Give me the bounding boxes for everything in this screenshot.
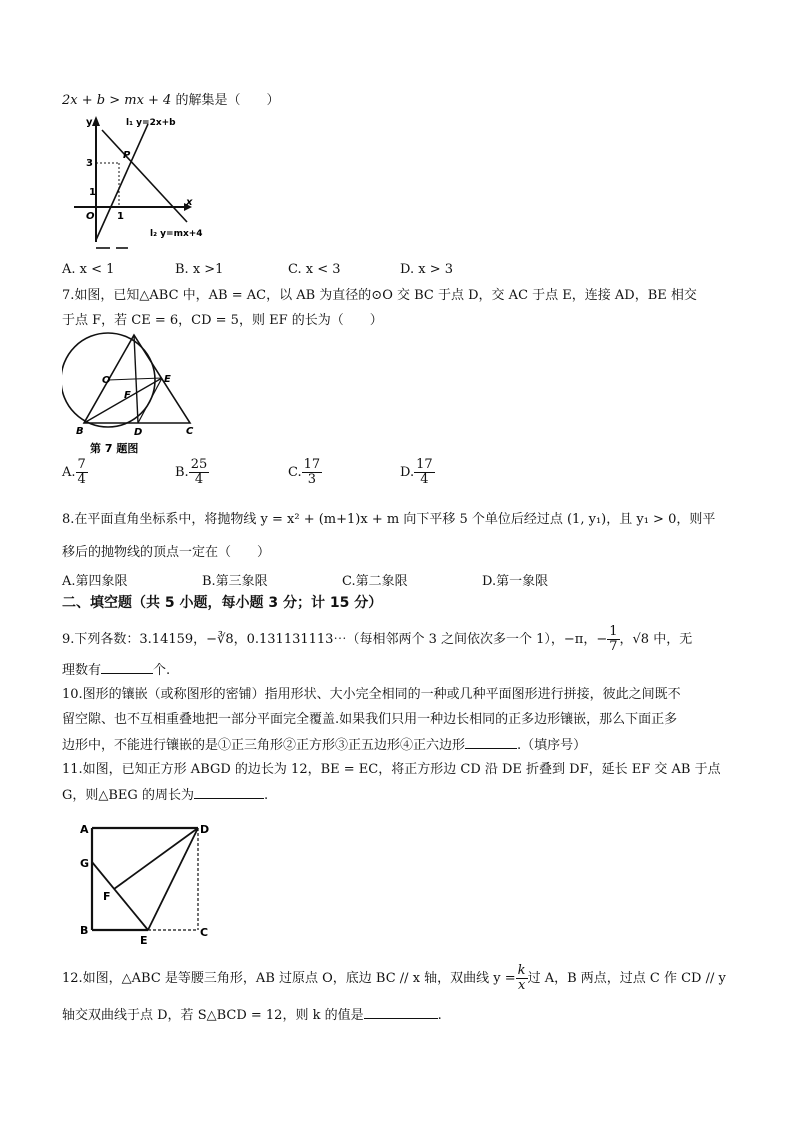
- q6-graph: [62, 112, 242, 254]
- segment-de: [148, 828, 198, 930]
- q7-option-a[interactable]: [62, 458, 88, 487]
- q11-stem-line2: [62, 786, 268, 805]
- q7-caption: 第 7 题图: [90, 442, 139, 455]
- label-b: B: [80, 924, 89, 937]
- label-a: A: [80, 823, 89, 836]
- segment-df: [114, 828, 198, 889]
- label-b: B: [76, 426, 84, 437]
- q10-text-a: 边形中，不能进行镶嵌的是①正三角形②正方形③正五边形④正六边形: [62, 738, 466, 753]
- q11-text-b: .: [263, 788, 269, 803]
- label-c: C: [186, 426, 194, 437]
- q7-option-c-fraction: [302, 458, 323, 487]
- q7-option-c[interactable]: [288, 458, 322, 487]
- label-f: F: [103, 890, 111, 903]
- q12-frac-num: k: [517, 963, 526, 978]
- q12-stem-line1: [62, 964, 726, 993]
- q11-stem-line1: 11.如图，已知正方形 ABGD 的边长为 12，BE = EC，将正方形边 CD 沿 DE 折叠到 DF，延长 EF 交 AB 于点: [62, 762, 721, 777]
- q7-option-b-prefix: B.: [175, 465, 189, 480]
- q12-text-d: .: [437, 1008, 442, 1023]
- q9-frac-den: 7: [609, 639, 618, 654]
- line-l1: [96, 124, 148, 240]
- q7-option-b-num: 25: [190, 457, 208, 472]
- y-axis-arrow-icon: [92, 116, 100, 126]
- origin-label: O: [86, 211, 95, 222]
- section-2-title: 二、填空题（共 5 小题，每小题 3 分；计 15 分）: [62, 595, 383, 611]
- q12-text-c: 轴交双曲线于点 D，若 S△BCD = 12，则 k 的值是: [62, 1008, 364, 1023]
- q7-option-a-num: 7: [77, 457, 86, 472]
- q7-option-b-den: 4: [194, 472, 204, 487]
- q9-stem-line2: [62, 661, 170, 680]
- q7-option-c-den: 3: [307, 472, 317, 487]
- q8-stem-line1: 8.在平面直角坐标系中，将抛物线 y = x² + (m+1)x + m 向下平移 5 个单位后经过点 (1, y₁)，且 y₁ > 0，则平: [62, 512, 716, 527]
- q7-option-a-den: 4: [77, 472, 86, 487]
- q7-option-c-num: 17: [303, 457, 321, 472]
- y-axis-label: y: [86, 117, 93, 128]
- q6-option-b[interactable]: B. x >1: [175, 262, 224, 277]
- q6-option-a[interactable]: A. x < 1: [62, 262, 115, 277]
- label-e: E: [164, 374, 171, 385]
- label-o: O: [102, 375, 111, 386]
- q10-text-b: .（填序号）: [517, 738, 587, 753]
- q6-stem-math: 2x + b > mx + 4: [62, 93, 172, 108]
- q6-stem: [62, 92, 279, 110]
- q8-option-b[interactable]: B.第三象限: [202, 574, 268, 589]
- point-p-label: P: [123, 150, 131, 161]
- q11-figure: [76, 818, 226, 948]
- l1-label: l₁ y=2x+b: [126, 118, 176, 128]
- q8-option-c[interactable]: C.第二象限: [342, 574, 408, 589]
- q9-frac-num: 1: [609, 624, 618, 639]
- q12-fraction: [516, 964, 528, 993]
- x-tick-1: 1: [117, 211, 124, 222]
- q7-stem-line2: 于点 F，若 CE = 6，CD = 5，则 EF 的长为（ ）: [62, 313, 383, 328]
- q9-answer-blank[interactable]: [101, 661, 153, 674]
- q10-stem-line2: 留空隙、也不互相重叠地把一部分平面完全覆盖.如果我们只用一种边长相同的正多边形镶嵌，那么下面正多: [62, 712, 678, 727]
- q8-option-d[interactable]: D.第一象限: [482, 574, 549, 589]
- q12-text-b: 过 A，B 两点，过点 C 作 CD // y: [527, 971, 726, 986]
- q12-frac-den: x: [517, 978, 526, 993]
- q9-text-a: 9.下列各数：3.14159，−∛8，0.131131113⋯（每相邻两个 3 之间依次多一个 1），−π，−: [62, 632, 608, 647]
- q10-stem-line1: 10.图形的镶嵌（或称图形的密铺）指用形状、大小完全相同的一种或几种平面图形进行拼接，彼此之间既不: [62, 687, 681, 702]
- line-l2: [102, 130, 187, 222]
- l2-label: l₂ y=mx+4: [150, 229, 203, 239]
- segment-ge: [92, 862, 148, 930]
- label-c: C: [200, 926, 209, 939]
- q9-text-c: 理数有: [62, 663, 102, 678]
- label-d: D: [134, 427, 143, 438]
- q7-option-b-fraction: [189, 458, 210, 487]
- q7-stem-line1: 7.如图，已知△ABC 中，AB = AC，以 AB 为直径的⊙O 交 BC 于点 D，交 AC 于点 E，连接 AD，BE 相交: [62, 288, 697, 303]
- q9-text-d: 个.: [153, 663, 171, 678]
- q8-option-a[interactable]: A.第四象限: [62, 574, 128, 589]
- q10-stem-line3: [62, 736, 586, 755]
- q9-stem-line1: [62, 625, 692, 654]
- y-tick-1: 1: [89, 187, 96, 198]
- q7-option-b[interactable]: [175, 458, 209, 487]
- q8-stem-line2: 移后的抛物线的顶点一定在（ ）: [62, 545, 271, 560]
- x-axis-label: x: [186, 197, 193, 208]
- q10-answer-blank[interactable]: [465, 736, 517, 749]
- q7-option-d-den: 4: [420, 472, 429, 487]
- q6-option-d[interactable]: D. x > 3: [400, 262, 453, 277]
- q9-text-b: ，√8 中，无: [619, 632, 693, 647]
- q7-option-d[interactable]: [400, 458, 435, 487]
- q7-figure: [62, 330, 202, 458]
- q7-option-d-prefix: D.: [400, 465, 415, 480]
- q12-text-a: 12.如图，△ABC 是等腰三角形，AB 过原点 O，底边 BC // x 轴，双曲线 y =: [62, 971, 516, 986]
- q12-answer-blank[interactable]: [364, 1006, 438, 1019]
- q7-option-a-fraction: [76, 458, 88, 487]
- q7-option-d-num: 17: [416, 457, 433, 472]
- q9-fraction: [607, 625, 619, 654]
- label-g: G: [80, 857, 90, 870]
- q11-answer-blank[interactable]: [194, 786, 264, 799]
- q6-option-c[interactable]: C. x < 3: [288, 262, 341, 277]
- q7-option-d-fraction: [414, 458, 435, 487]
- q11-text-a: G，则△BEG 的周长为: [62, 788, 194, 803]
- label-f: F: [124, 390, 131, 401]
- q7-option-c-prefix: C.: [288, 465, 302, 480]
- segment-oe: [108, 378, 162, 380]
- label-d: D: [200, 823, 210, 836]
- y-tick-3: 3: [86, 158, 93, 169]
- q7-option-a-prefix: A.: [62, 465, 76, 480]
- label-e: E: [140, 934, 148, 947]
- q12-stem-line2: [62, 1006, 442, 1025]
- q6-stem-text: 的解集是（ ）: [175, 93, 280, 108]
